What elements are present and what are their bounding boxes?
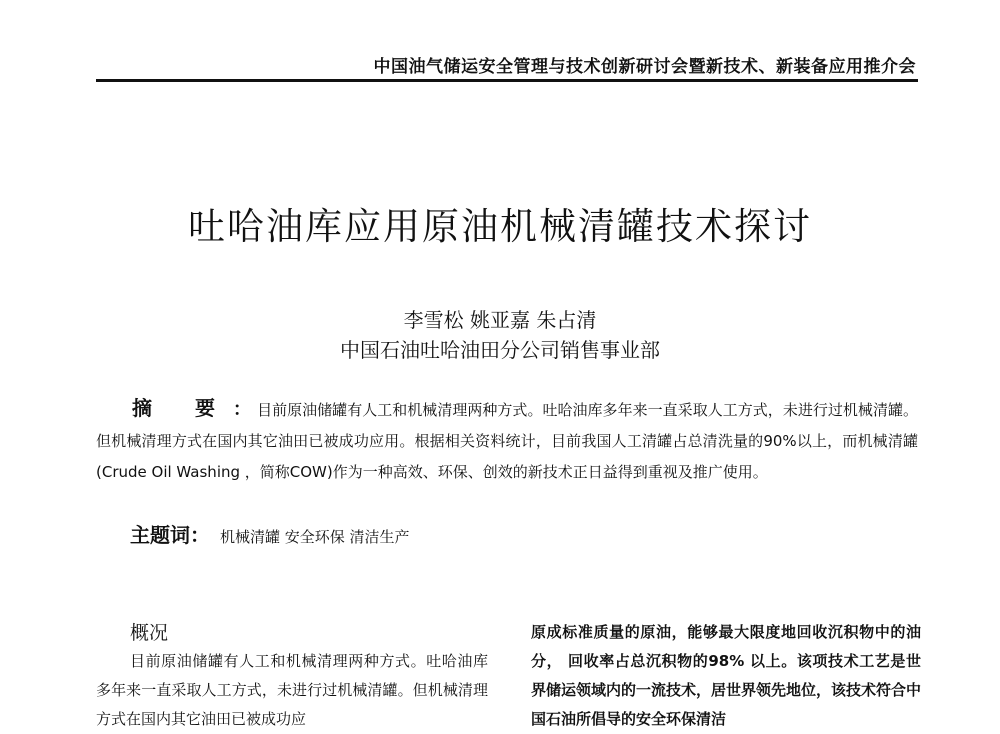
keywords-text: 机械清罐 安全环保 清洁生产 xyxy=(220,528,410,546)
left-column xyxy=(96,647,488,734)
running-header: 中国油气储运安全管理与技术创新研讨会暨新技术、新装备应用推介会 xyxy=(373,57,916,77)
affiliation: 中国石油吐哈油田分公司销售事业部 xyxy=(340,338,660,362)
abstract-colon: ： xyxy=(233,399,252,420)
right-column-text: 原成标准质量的原油，能够最大限度地回收沉积物中的油分， 回收率占总沉积物的98% 以上。该项技术工艺是世界储运领域内的一流技术，居世界领先地位，该技术符合中国石油所倡导的安全环保清洁 xyxy=(531,623,922,728)
left-column-text: 目前原油储罐有人工和机械清理两种方式。吐哈油库多年来一直采取人工方式，未进行过机械清罐。但机械清理方式在国内其它油田已被成功应 xyxy=(96,652,488,728)
abstract xyxy=(96,393,918,488)
paper-title: 吐哈油库应用原油机械清罐技术探讨 xyxy=(188,205,812,248)
abstract-label: 摘 要 xyxy=(132,396,234,420)
keywords-label: 主题词： xyxy=(130,523,210,547)
right-column xyxy=(531,618,921,734)
authors: 李雪松 姚亚嘉 朱占清 xyxy=(403,308,597,332)
keywords xyxy=(130,519,410,548)
section-heading: 概况 xyxy=(130,622,169,644)
abstract-text: 目前原油储罐有人工和机械清理两种方式。吐哈油库多年来一直采取人工方式，未进行过机械清罐。但机械清理方式在国内其它油田已被成功应用。根据相关资料统计，目前我国人工清罐占总清洗量的90%以上，而机械清罐(Crude Oil Washing ，简称COW)作为一种高效、环保、创效的新技术正日益得到重视及推广使用。 xyxy=(96,401,918,481)
header-rule xyxy=(96,79,918,82)
